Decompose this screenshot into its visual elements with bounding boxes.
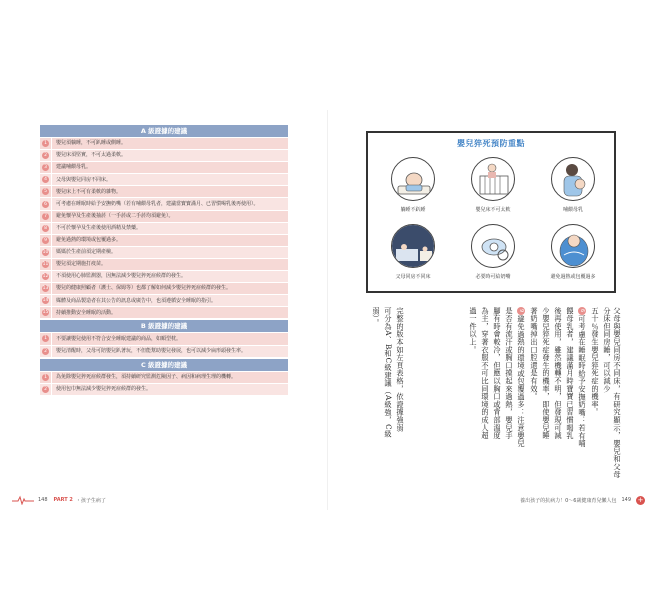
row-text: 持續推動安全睡眠的活動。 [52,307,288,318]
swaddled-baby-icon [551,224,595,268]
crib-icon [471,157,515,201]
body-text-column: 可分為A、B和C級建議（A級強，C級 [384,307,393,439]
table-row [40,186,288,197]
infographic-label: 避免過熱或包覆過多 [550,274,596,280]
baby-sleeping-icon [391,157,435,201]
table-row [40,346,288,357]
row-number-badge: 11 [42,261,49,267]
infographic-label: 躺睡不趴睡 [400,207,426,213]
body-text: 避免過熱的環境或包覆過多：注意嬰兒 [517,315,526,448]
row-text: 為免除嬰兒猝死症候群發生，須持續研究監測危險因子、病因和病理生理的機轉。 [52,372,288,383]
body-text: 可考慮在睡眠時給予安撫奶嘴：若有哺 [578,315,587,448]
row-number-badge: 8 [42,225,49,232]
body-text-column: 父母與嬰兒同房不同床，有研究顯示，嬰兒和父母分床但同房睡，可以減少 [603,307,622,479]
infographic-title: 嬰兒猝死預防重點 [457,139,525,148]
table-row [40,211,288,222]
right-footer [520,494,645,506]
infographic-item [373,157,453,213]
row-text: 嬰兒清醒時，父母可陪嬰兒趴著玩，不但能幫助嬰兒發展，也可以減少扁形頭發生率。 [52,346,288,357]
row-number [40,211,51,222]
table-row [40,259,288,270]
row-text: 建議哺餵母乳。 [52,162,288,173]
body-text-column: 過一件以上。 [469,307,478,354]
row-number-badge: 4 [42,176,49,183]
table-row [40,283,288,294]
row-number [40,283,51,294]
row-number-badge: 5 [42,188,49,195]
right-page-number: 149 [621,497,631,503]
infographic-item [373,224,453,280]
page-gutter [327,110,328,510]
table-row [40,138,288,149]
body-text-column: 餵母乳者，建議滿月時寶寶已習慣喝乳 [566,307,575,440]
infographic-label: 父母同房不同床 [395,274,431,280]
row-text: 使用包巾無法減少嬰兒猝死症候群的發生。 [52,384,288,395]
table-row [40,384,288,395]
row-text: 避免懷孕及生產後抽菸（一手菸或二手菸均須避免）。 [52,211,288,222]
infographic-box [366,131,616,293]
body-text-column: 弱）。 [372,307,381,327]
heartbeat-icon [12,495,34,505]
row-text: 嬰兒床須堅實，不可太過柔軟。 [52,150,288,161]
row-number-badge: 15 [42,310,49,316]
row-number [40,259,51,270]
section-c-header: C 級證據的建議 [40,359,288,371]
row-text: 父母與嬰兒同房不同床。 [52,174,288,185]
row-text: 嬰兒的健康照顧者（護士、保姆等）也都了解如何減少嬰兒猝死症候群的發生。 [52,283,288,294]
body-text-column: 五十％發生嬰兒猝死症的機率。 [591,307,600,417]
body-text-column: 後再使用，雖然機轉不明，但發現可減 [554,307,563,440]
body-text-column: 腳有時會較冷，但應以胸口或背部溫度 [493,307,502,440]
medical-cross-icon: + [637,495,644,504]
row-text: 媽媽於生產前須定期產檢。 [52,247,288,258]
book-title: 養出孩子的抗病力！0～6歲健康育兒懶人包 [520,497,617,504]
row-number [40,223,51,234]
bullet-number: 9 [517,307,525,315]
infographic-item [453,157,533,213]
pacifier-icon [471,224,515,268]
left-footer [12,494,106,506]
table-row [40,174,288,185]
breastfeeding-icon [551,157,595,201]
section-b-header: B 級證據的建議 [40,320,288,332]
body-text-column: 是否有流汗或胸口摸起來過熱，嬰兒手 [505,307,514,440]
infographic-item [453,224,533,280]
body-text-column: 完整的版本如左頁表格，依證據強弱 [396,307,405,432]
row-text: 不要讓嬰兒使用不符合安全睡眠建議的商品，如順型枕。 [52,333,288,344]
row-number [40,295,51,306]
row-text: 不可於懷孕及生產後使用酒精及禁藥。 [52,223,288,234]
row-number [40,162,51,173]
row-number [40,307,51,318]
bullet-number: 6 [578,307,586,315]
row-text: 媒體及商品製造者在其公告的訊息或廣告中，也須遵循安全睡眠的指引。 [52,295,288,306]
row-number-badge: 6 [42,201,49,208]
body-text-column [577,307,587,482]
chapter-title: ・孩子生病了 [75,497,106,504]
table-row [40,271,288,282]
row-number-badge: 3 [42,164,49,171]
row-number [40,235,51,246]
row-number-badge: 13 [42,286,49,292]
body-text-column: 為主，穿著衣服不可比同環境的成人超 [481,307,490,440]
infographic-item [533,224,613,280]
infographic-label: 必要時可給奶嘴 [475,274,511,280]
row-number-badge: 1 [42,374,49,381]
row-text: 避免過熱的環境或包覆過多。 [52,235,288,246]
row-number [40,346,51,357]
left-page-number: 148 [38,497,48,503]
row-number [40,174,51,185]
section-a-header: A 級證據的建議 [40,125,288,137]
row-number [40,247,51,258]
table-row [40,162,288,173]
row-number [40,198,51,209]
row-number-badge: 1 [42,335,49,342]
infographic-item [533,157,613,213]
infographic-label: 嬰兒床不可太軟 [475,207,511,213]
table-row [40,372,288,383]
row-number-badge: 2 [42,348,49,355]
table-row [40,295,288,306]
row-text: 可考慮在睡眠時給予安撫奶嘴（若有哺餵母乳者，建議當寶寶滿月、已習慣喝乳後再使用）。 [52,198,288,209]
row-number [40,333,51,344]
row-text: 嬰兒床上不可有柔軟的雜物。 [52,186,288,197]
recommendation-table [40,124,288,395]
table-row [40,247,288,258]
row-number-badge: 1 [42,140,49,147]
row-number-badge: 9 [42,237,49,244]
body-text-column: 著奶嘴掉出口腔還是有效。 [530,307,539,401]
row-number-badge: 2 [42,152,49,159]
row-number-badge: 12 [42,274,49,280]
body-text-column [516,307,526,482]
row-number [40,384,51,395]
part-label: PART 2 [53,497,73,503]
body-text-column: 少嬰兒猝死症發生的機率，即使嬰兒睡 [542,307,551,440]
row-text: 嬰兒須定期施打疫苗。 [52,259,288,270]
row-number-badge: 2 [42,386,49,393]
row-number [40,372,51,383]
row-number [40,138,51,149]
table-row [40,235,288,246]
table-row [40,150,288,161]
row-number-badge: 10 [42,249,49,255]
row-number [40,271,51,282]
table-row [40,198,288,209]
table-row [40,223,288,234]
row-text: 不須使用心肺監測器，因無法減少嬰兒猝死症候群的發生。 [52,271,288,282]
table-row [40,307,288,318]
table-row [40,333,288,344]
row-number-badge: 14 [42,298,49,304]
row-number [40,150,51,161]
row-text: 嬰兒須躺睡，不可趴睡或側睡。 [52,138,288,149]
row-number [40,186,51,197]
parents-bed-icon [391,224,435,268]
infographic-label: 哺餵母乳 [562,207,583,213]
row-number-badge: 7 [42,213,49,220]
